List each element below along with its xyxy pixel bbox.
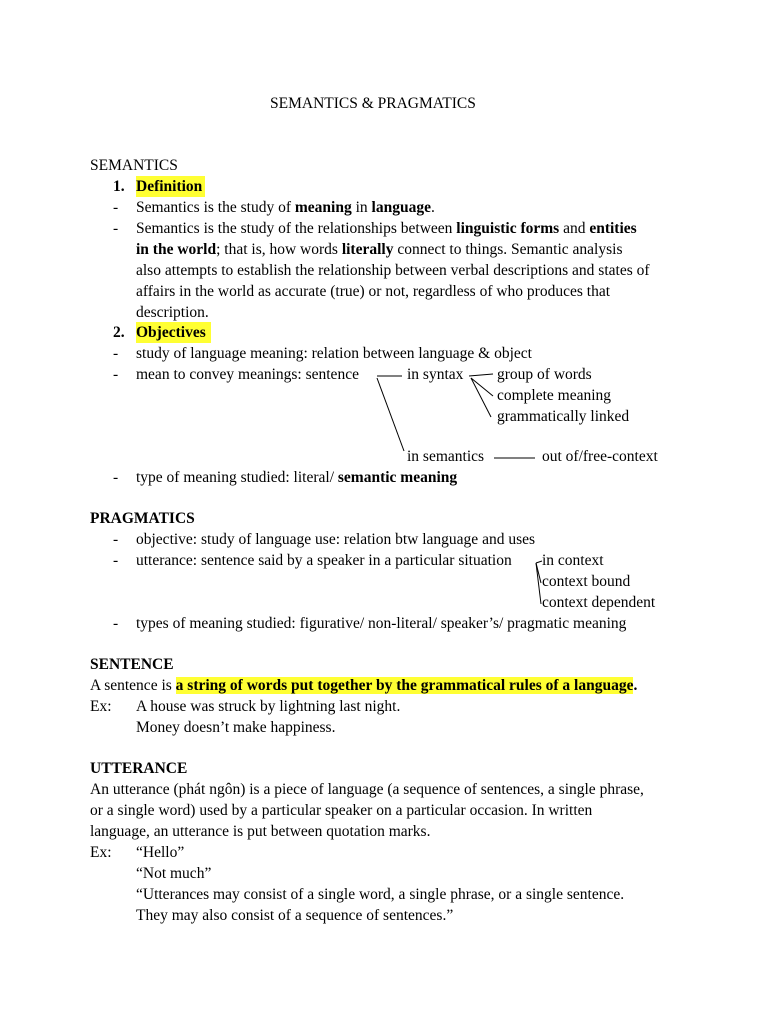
objective-1: study of language meaning: relation between language & object <box>136 345 532 362</box>
sentence-ex-label: Ex: <box>90 698 112 715</box>
bullet-dash: - <box>113 345 119 362</box>
definition-line-2b: in the world; that is, how words literally connect to things. Semantic analysis <box>136 241 623 258</box>
utterance-example: “Hello” <box>136 844 185 861</box>
definition-line-2e: description. <box>136 304 209 321</box>
utterance-text-line: language, an utterance is put between quotation marks. <box>90 823 431 840</box>
syntax-item: grammatically linked <box>497 408 630 425</box>
bullet-dash: - <box>113 615 119 632</box>
utterance-text-line: or a single word) used by a particular speaker on a particular occasion. In written <box>90 802 593 819</box>
connector-sentence-semantics <box>377 378 404 451</box>
context-item: in context <box>542 552 604 569</box>
syntax-item: complete meaning <box>497 387 612 404</box>
connector-syntax-grammar <box>471 378 491 417</box>
objective-3: type of meaning studied: literal/ semantic meaning <box>136 469 458 486</box>
semantics-item: out of/free-context <box>542 448 658 465</box>
pragmatics-meaning-types: types of meaning studied: figurative/ non-literal/ speaker’s/ pragmatic meaning <box>136 615 627 632</box>
pragmatics-objective: objective: study of language use: relation btw language and uses <box>136 531 536 548</box>
utterance-ex-label: Ex: <box>90 844 112 861</box>
document-title: SEMANTICS & PRAGMATICS <box>270 95 476 112</box>
objectives-number: 2. <box>113 324 125 341</box>
connector-utterance-dependent <box>536 563 541 604</box>
definition-heading: Definition <box>136 176 205 197</box>
utterance-example: “Not much” <box>136 865 212 882</box>
utterance-example: They may also consist of a sequence of sentences.” <box>136 907 454 924</box>
context-item: context bound <box>542 573 631 590</box>
utterance-text-line: An utterance (phát ngôn) is a piece of language (a sequence of sentences, a single phrase, <box>90 781 644 798</box>
bullet-dash: - <box>113 199 119 216</box>
sentence-example: Money doesn’t make happiness. <box>136 719 336 736</box>
sentence-heading: SENTENCE <box>90 656 174 673</box>
syntax-item: group of words <box>497 366 592 383</box>
bullet-dash: - <box>113 552 119 569</box>
connector-syntax-group <box>469 374 493 376</box>
bullet-dash: - <box>113 220 119 237</box>
connector-syntax-complete <box>471 378 493 396</box>
definition-line-2c: also attempts to establish the relationship between verbal descriptions and states of <box>136 262 650 279</box>
bullet-dash: - <box>113 469 119 486</box>
pragmatics-heading: PRAGMATICS <box>90 510 195 527</box>
bullet-dash: - <box>113 366 119 383</box>
definition-line-2: Semantics is the study of the relationships between linguistic forms and entities <box>136 220 637 237</box>
definition-number: 1. <box>113 178 125 195</box>
definition-line-2d: affairs in the world as accurate (true) or not, regardless of who produces that <box>136 283 611 300</box>
context-item: context dependent <box>542 594 656 611</box>
in-semantics-label: in semantics <box>407 448 485 465</box>
sentence-example: A house was struck by lightning last night. <box>136 698 401 715</box>
utterance-example: “Utterances may consist of a single word, a single phrase, or a single sentence. <box>136 886 625 903</box>
objectives-heading: Objectives <box>136 322 211 343</box>
sentence-definition: A sentence is a string of words put together by the grammatical rules of a language. <box>90 677 638 694</box>
definition-line-1: Semantics is the study of meaning in language. <box>136 199 435 216</box>
in-syntax-label: in syntax <box>407 366 464 383</box>
connector-utterance-bound <box>536 563 541 583</box>
objective-2: mean to convey meanings: sentence <box>136 366 359 383</box>
utterance-heading: UTTERANCE <box>90 760 188 777</box>
semantics-heading: SEMANTICS <box>90 157 178 174</box>
bullet-dash: - <box>113 531 119 548</box>
pragmatics-utterance: utterance: sentence said by a speaker in a particular situation <box>136 552 512 569</box>
